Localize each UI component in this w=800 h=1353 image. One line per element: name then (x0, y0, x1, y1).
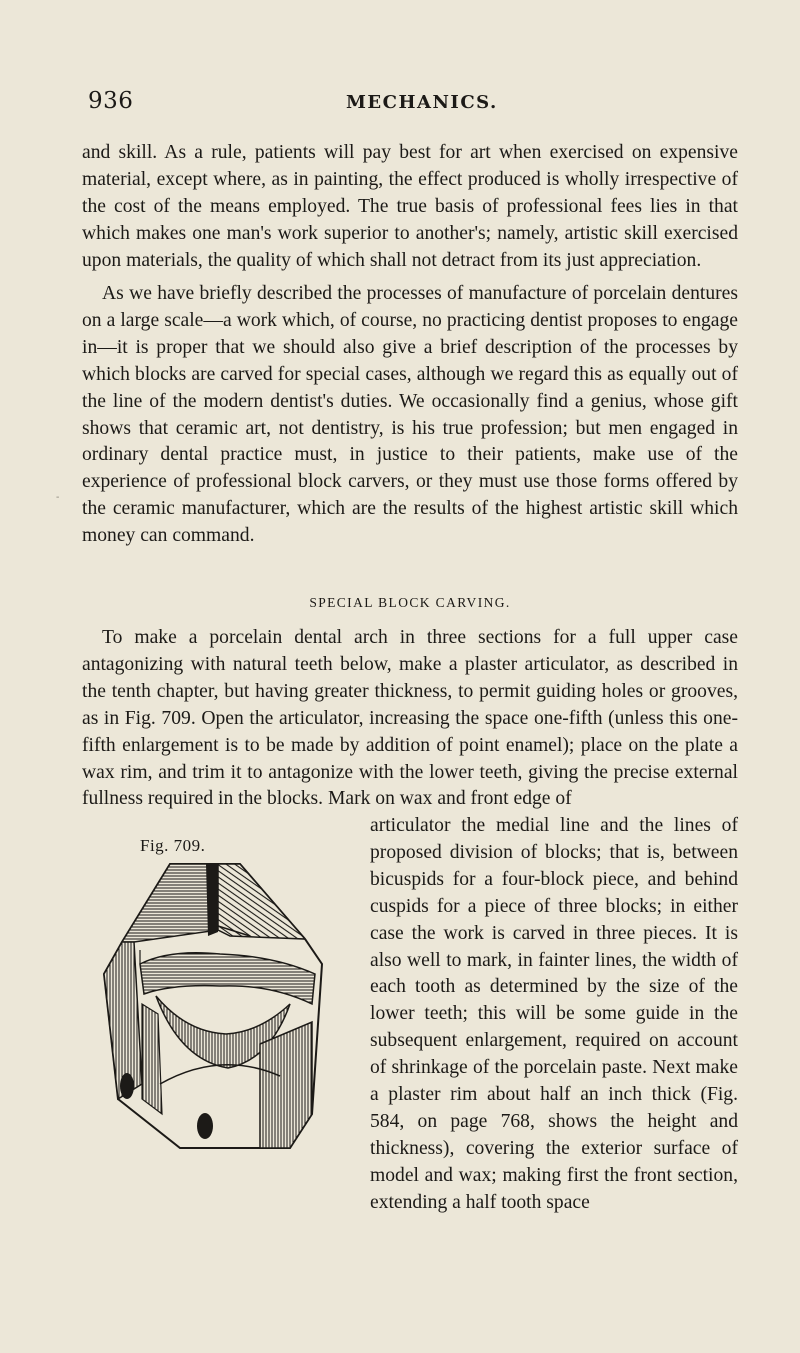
margin-mark: - (56, 492, 60, 503)
articulator-illustration (100, 854, 332, 1154)
page-header (88, 88, 728, 124)
paragraph-3-continued: articulator the medial line and the lines of proposed division of blocks; that is, between bicuspids for a four-block piece, and behind cuspids for a piece of three blocks; in either case the work is carved in three pieces. It is also well to mark, in fainter lines, the width of each tooth as determined by the size of the lower teeth; this will be some guide in the subsequent enlargement, required on account of shrinkage of the porcelain paste. Next make a plaster rim about half an inch thick (Fig. 584, on page 768, shows the height and thickness), covering the exterior surface of model and wax; making first the front section, extending a half tooth space (370, 815, 738, 1213)
paragraph-3: To make a porcelain dental arch in three sections for a full upper case antagonizing with natural teeth below, make a plaster articulator, as described in the tenth chapter, but having greater thickness, to permit guiding holes or grooves, as in Fig. 709. Open the articulator, increasing the space one-fifth (unless this one-fifth enlargement is to be made by addition of point enamel); place on the plate a wax rim, and trim it to antagonize with the lower teeth, giving the precise external fullness required in the blocks. Mark on wax and front edge of (82, 627, 738, 810)
page-number: 936 (88, 88, 134, 114)
figure-caption: Fig. 709. (140, 836, 206, 855)
section-heading: SPECIAL BLOCK CARVING. (309, 595, 511, 610)
figure-709 (100, 836, 332, 1154)
paragraph-2: As we have briefly described the processes of manufacture of porcelain dentures on a large scale—a work which, of course, no practicing dentist proposes to engage in—it is proper that we should also give a brief description of the processes by which blocks are carved for special cases, although we regard this as equally out of the line of the modern dentist's duties. We occasionally find a genius, whose gift shows that ceramic art, not dentistry, is his true profession; but men engaged in ordinary dental practice must, in justice to their patients, make use of the experience of professional block carvers, or they must use those forms offered by the ceramic manufacturer, which are the results of the highest artistic skill which money can command. (82, 283, 738, 547)
running-title: MECHANICS. (346, 92, 498, 113)
paragraph-1: and skill. As a rule, patients will pay best for art when exercised on expensive material, except where, as in painting, the effect produced is wholly irrespective of the cost of the means employed. The true basis of professional fees lies in that which makes one man's work superior to another's; namely, artistic skill exercised upon materials, the quality of which shall not detract from its just appreciation. (82, 142, 738, 271)
